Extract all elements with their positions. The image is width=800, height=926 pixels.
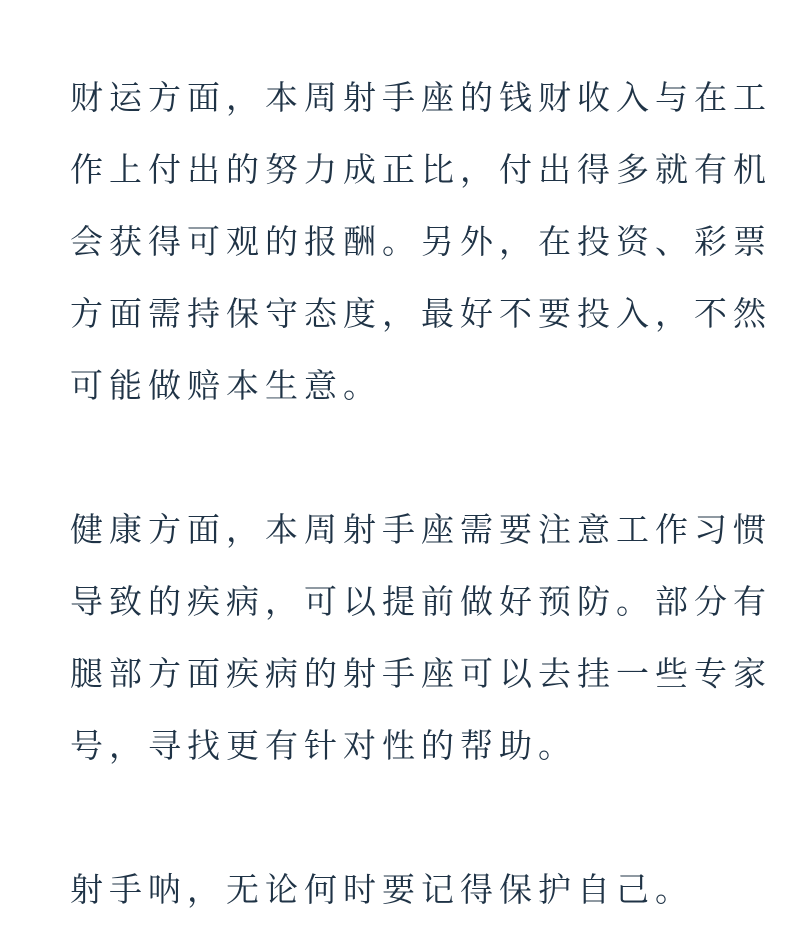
- paragraph-closing: [70, 854, 750, 926]
- text-line: 可能做赔本生意。: [70, 366, 382, 405]
- paragraph-wealth: [70, 62, 772, 422]
- text-line: 腿部方面疾病的射手座可以去挂一些专家: [70, 654, 772, 693]
- text-line: 方面需持保守态度，最好不要投入，不然: [70, 294, 772, 333]
- paragraph-health: [70, 494, 772, 782]
- text-line: 导致的疾病，可以提前做好预防。部分有: [70, 582, 772, 621]
- text-line: 射手呐，无论何时要记得保护自己。: [70, 870, 694, 909]
- text-line: 会获得可观的报酬。另外，在投资、彩票: [70, 222, 772, 261]
- text-line: 作上付出的努力成正比，付出得多就有机: [70, 150, 772, 189]
- text-line: 财运方面，本周射手座的钱财收入与在工: [70, 78, 772, 117]
- article-body: [70, 62, 772, 926]
- text-line: 健康方面，本周射手座需要注意工作习惯: [70, 510, 772, 549]
- text-line: 号，寻找更有针对性的帮助。: [70, 726, 577, 765]
